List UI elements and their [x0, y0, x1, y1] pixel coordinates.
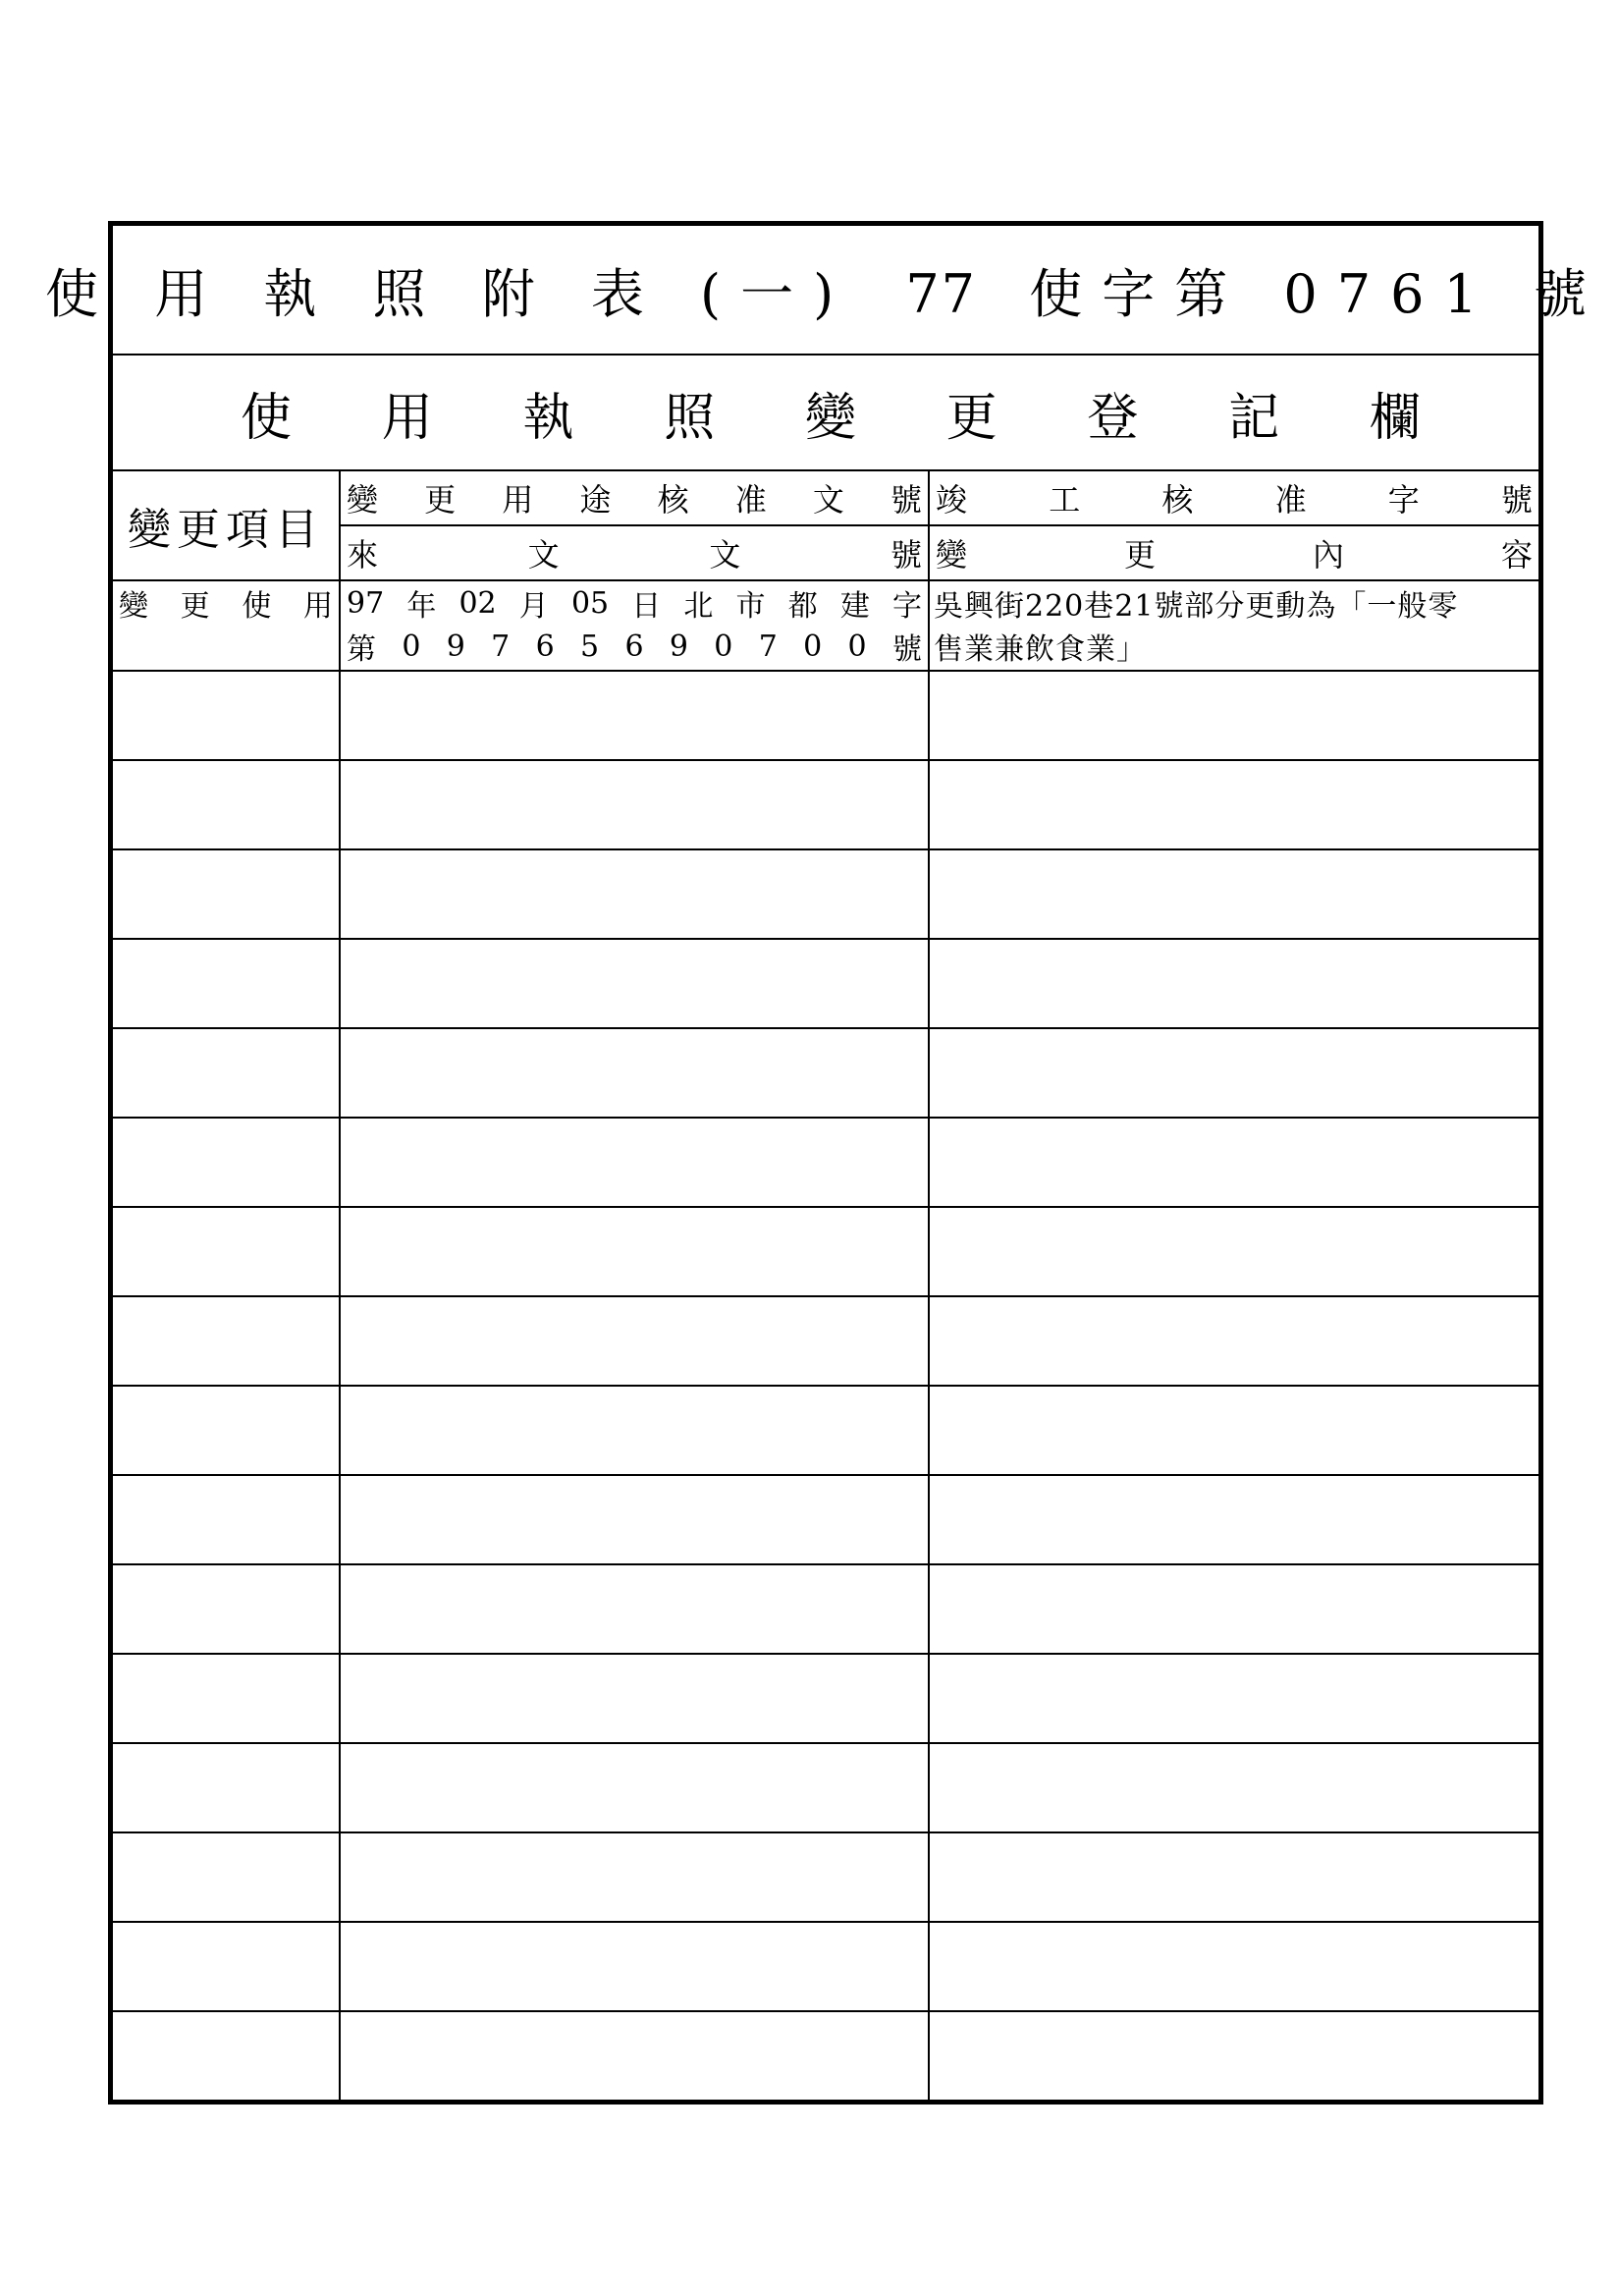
doc-token: 9 [669, 629, 688, 664]
change-table [113, 471, 1538, 2105]
doc-token: 字 [891, 589, 922, 624]
row-divider [113, 1831, 1538, 1833]
row-divider [113, 1385, 1538, 1387]
subtitle-char: 欄 [1369, 388, 1421, 448]
header-char: 准 [1274, 481, 1307, 519]
form-title-row [45, 226, 1606, 355]
row-doc-line2 [341, 625, 928, 668]
row-divider [113, 1117, 1538, 1119]
row-doc-line1 [341, 581, 928, 625]
row-change-item [113, 581, 339, 625]
item-char: 用 [302, 589, 333, 624]
doc-token: 9 [446, 629, 465, 664]
doc-token: 年 [406, 589, 437, 624]
row-content-line1: 吳興街220巷21號部分更動為「一般零 [934, 589, 1459, 624]
header-change-content [930, 526, 1538, 579]
doc-token: 0 [402, 629, 421, 664]
row-divider [113, 1474, 1538, 1476]
header-char: 內 [1312, 536, 1344, 574]
header-char: 用 [502, 481, 534, 519]
header-approval-number [341, 471, 928, 524]
row-divider [113, 759, 1538, 761]
header-char: 文 [709, 536, 741, 574]
header-char: 變 [936, 536, 968, 574]
item-char: 使 [242, 589, 272, 624]
subtitle-char: 記 [1228, 388, 1280, 448]
row-divider [113, 1921, 1538, 1923]
form-subtitle [113, 355, 1538, 471]
subtitle-char: 登 [1087, 388, 1139, 448]
doc-token: 日 [631, 589, 662, 624]
header-incoming-doc [341, 526, 928, 579]
header-char: 核 [1161, 481, 1194, 519]
header-char: 號 [1500, 481, 1533, 519]
doc-token: 第 [347, 632, 376, 667]
subtitle-char: 用 [381, 388, 433, 448]
header-char: 更 [424, 481, 457, 519]
row-divider [113, 1206, 1538, 1208]
header-char: 號 [890, 481, 922, 519]
header-char: 工 [1049, 481, 1081, 519]
row-divider [113, 670, 1538, 672]
header-change-item: 變更項目 [128, 505, 324, 555]
subtitle-char: 執 [522, 388, 574, 448]
form-title [45, 252, 1606, 328]
doc-token: 0 [714, 629, 733, 664]
doc-token: 05 [570, 585, 610, 621]
header-char: 更 [1123, 536, 1156, 574]
doc-token: 02 [458, 585, 497, 621]
row-divider [113, 938, 1538, 940]
header-char: 竣 [936, 481, 968, 519]
subtitle-char: 使 [241, 388, 293, 448]
header-char: 變 [347, 481, 379, 519]
column-divider [928, 471, 930, 2105]
doc-token: 7 [758, 629, 778, 664]
doc-token: 0 [847, 629, 867, 664]
row-divider [113, 1295, 1538, 1297]
license-change-form [45, 221, 1606, 2105]
header-char: 文 [812, 481, 844, 519]
header-char: 容 [1500, 536, 1533, 574]
doc-token: 7 [491, 629, 511, 664]
title-number: 77 [905, 262, 978, 325]
row-content-line2: 售業兼飲食業」 [934, 632, 1147, 667]
header-completion-number [930, 471, 1538, 524]
title-suffix: 使字第 0761 號 [1029, 262, 1606, 325]
row-divider [113, 1563, 1538, 1565]
item-char: 更 [180, 589, 210, 624]
row-divider [113, 1027, 1538, 1029]
doc-token: 6 [624, 629, 644, 664]
doc-token: 5 [580, 629, 600, 664]
subtitle-char: 更 [945, 388, 998, 448]
item-char: 變 [119, 589, 148, 624]
subtitle-char: 照 [664, 388, 716, 448]
title-prefix: 使 用 執 照 附 表 (一) [45, 262, 854, 325]
doc-token: 北 [683, 589, 714, 624]
header-char: 號 [890, 536, 922, 574]
row-divider [113, 848, 1538, 850]
header-char: 核 [657, 481, 689, 519]
header-char: 來 [347, 536, 379, 574]
doc-token: 6 [535, 629, 555, 664]
doc-token: 0 [803, 629, 823, 664]
subtitle-char: 變 [804, 388, 856, 448]
doc-token: 都 [787, 589, 818, 624]
row-divider [113, 1653, 1538, 1655]
row-divider [113, 1742, 1538, 1744]
doc-token: 市 [735, 589, 766, 624]
header-char: 文 [527, 536, 560, 574]
doc-token: 建 [839, 589, 870, 624]
header-char: 准 [734, 481, 767, 519]
doc-token: 號 [891, 632, 922, 667]
row-divider [113, 2010, 1538, 2012]
header-char: 途 [579, 481, 612, 519]
header-char: 字 [1387, 481, 1420, 519]
doc-token: 97 [347, 585, 385, 621]
doc-token: 月 [518, 589, 549, 624]
column-divider [339, 471, 341, 2105]
